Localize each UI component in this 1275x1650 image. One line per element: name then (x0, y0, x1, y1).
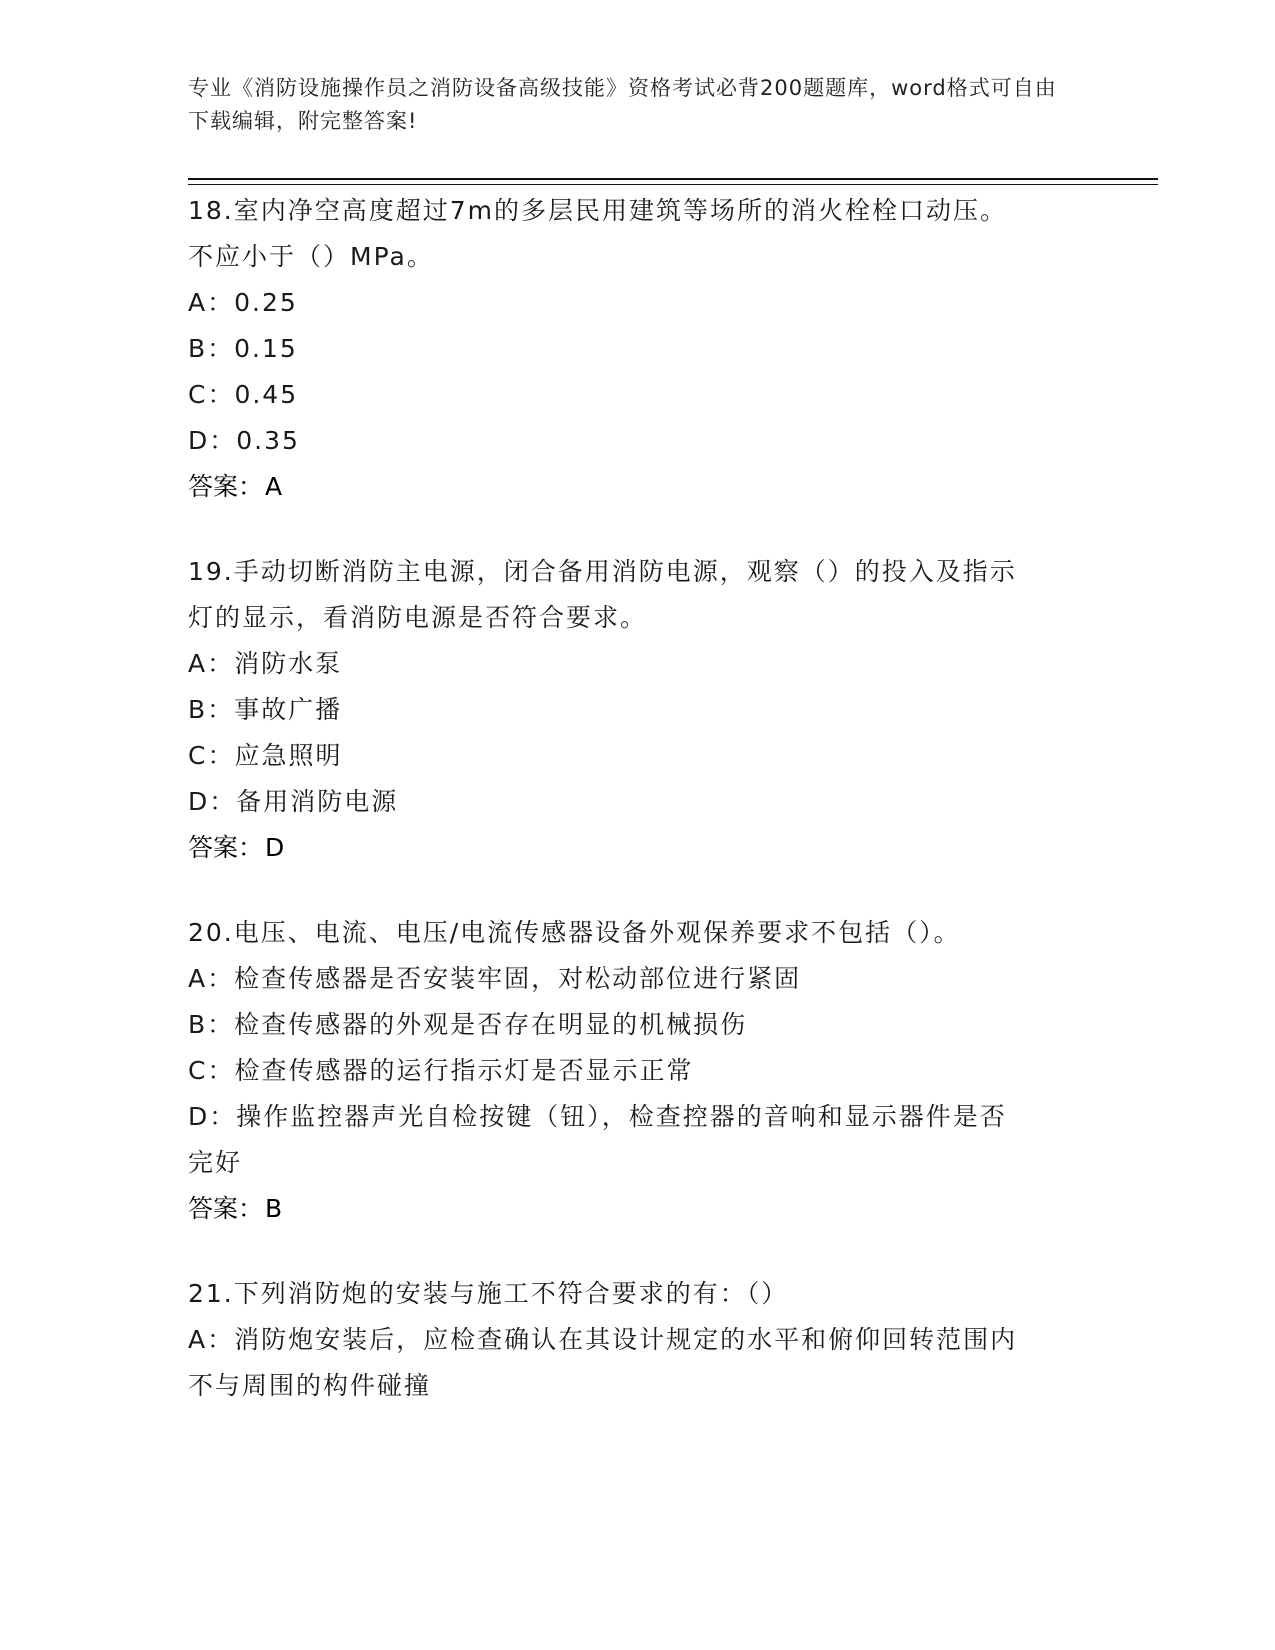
answer-label: 答案： (188, 1194, 264, 1223)
option-d-continuation: 完好 (188, 1148, 243, 1177)
answer-value: D (265, 833, 285, 862)
question-19 (188, 549, 1088, 871)
option-d: D：备用消防电源 (188, 787, 399, 816)
question-stem-line: 21.下列消防炮的安装与施工不符合要求的有：（） (188, 1279, 789, 1308)
header-divider-thin (188, 184, 1158, 185)
question-list (188, 188, 1088, 1448)
option-d: D：0.35 (188, 426, 300, 455)
option-a: A：检查传感器是否安装牢固，对松动部位进行紧固 (188, 964, 802, 993)
option-c: C：0.45 (188, 380, 299, 409)
answer-line (188, 825, 1088, 871)
answer-line (188, 464, 1088, 510)
option-b: B：0.15 (188, 334, 298, 363)
question-stem-line: 不应小于（）MPa。 (188, 242, 434, 271)
option-a: A：消防炮安装后，应检查确认在其设计规定的水平和俯仰回转范围内 (188, 1325, 1018, 1354)
question-stem-line: 18.室内净空高度超过7m的多层民用建筑等场所的消火栓栓口动压。 (188, 196, 1008, 225)
answer-value: B (265, 1194, 283, 1223)
option-b: B：检查传感器的外观是否存在明显的机械损伤 (188, 1010, 748, 1039)
option-c: C：检查传感器的运行指示灯是否显示正常 (188, 1056, 694, 1085)
document-header: 专业《消防设施操作员之消防设备高级技能》资格考试必背200题题库，word格式可自由下载编辑，附完整答案! (188, 76, 1057, 133)
question-stem-line: 灯的显示，看消防电源是否符合要求。 (188, 603, 648, 632)
question-stem-line: 19.手动切断消防主电源，闭合备用消防电源，观察（）的投入及指示 (188, 557, 1017, 586)
answer-label: 答案： (188, 833, 264, 862)
option-d: D：操作监控器声光自检按键（钮），检查控器的音响和显示器件是否 (188, 1102, 1007, 1131)
answer-line (188, 1186, 1088, 1232)
option-a: A：消防水泵 (188, 649, 343, 678)
question-18 (188, 188, 1088, 510)
option-c: C：应急照明 (188, 741, 343, 770)
answer-label: 答案： (188, 472, 264, 501)
question-stem-line: 20.电压、电流、电压/电流传感器设备外观保养要求不包括（）。 (188, 918, 961, 947)
question-20 (188, 910, 1088, 1232)
option-b: B：事故广播 (188, 695, 343, 724)
question-21 (188, 1271, 1088, 1409)
header-divider-thick (188, 178, 1158, 180)
option-a-continuation: 不与周围的构件碰撞 (188, 1371, 432, 1400)
option-a: A：0.25 (188, 288, 298, 317)
answer-value: A (265, 472, 283, 501)
